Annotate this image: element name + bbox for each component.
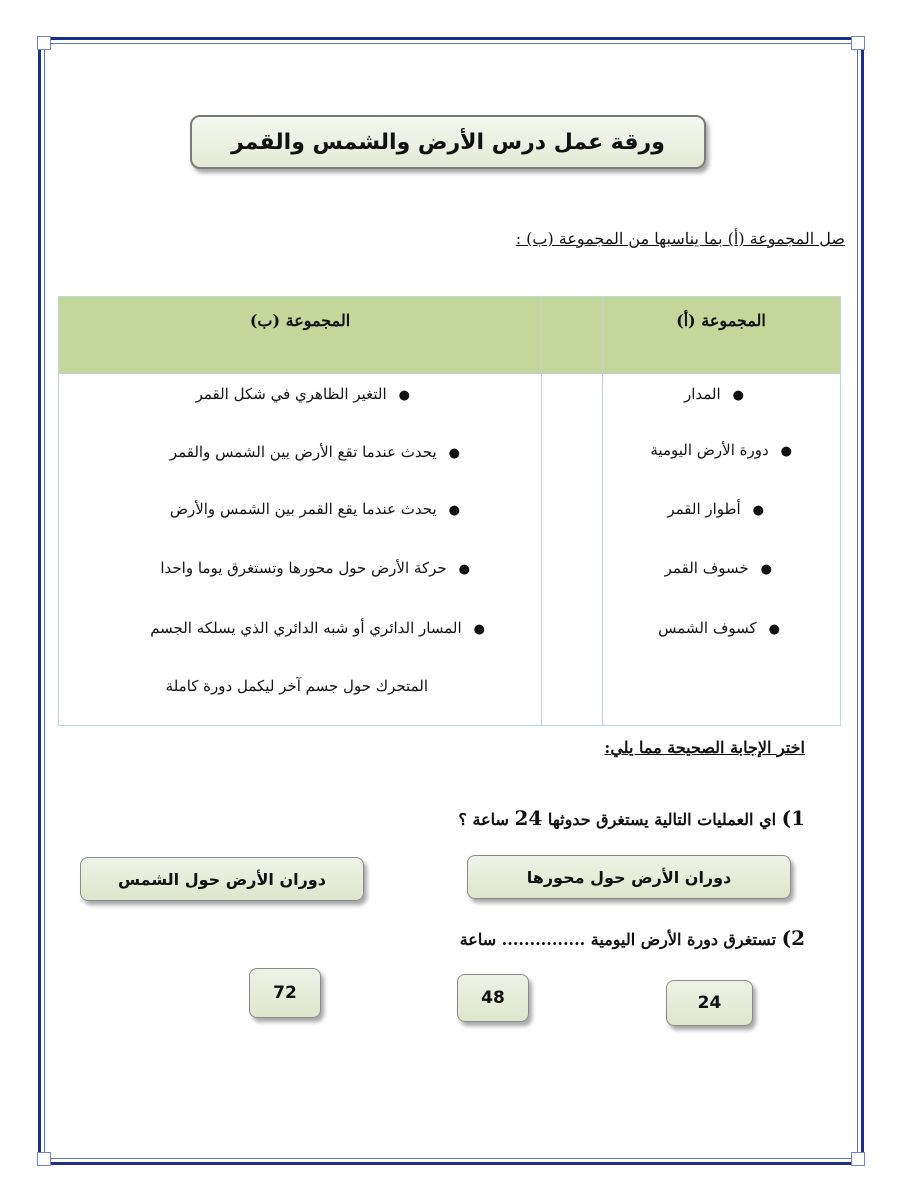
group-b-item[interactable]: ●حركة الأرض حول محورها وتستغرق يوما واحدا <box>160 559 470 577</box>
header-group-a: المجموعة (أ) <box>676 311 766 330</box>
question-2-number: 2) <box>781 926 805 950</box>
header-group-b: المجموعة (ب) <box>249 311 351 330</box>
group-a-item[interactable]: ●خسوف القمر <box>664 559 772 577</box>
q1-option-1[interactable]: دوران الأرض حول محورها <box>467 855 791 899</box>
group-b-item[interactable]: ●يحدث عندما تقع الأرض بين الشمس والقمر <box>169 443 460 461</box>
group-b-item[interactable]: ●يحدث عندما يقع القمر بين الشمس والأرض <box>169 500 460 518</box>
corner-ornament <box>851 36 865 50</box>
question-2 <box>460 926 805 950</box>
corner-ornament <box>37 36 51 50</box>
matching-table <box>58 296 841 726</box>
worksheet-title-text: ورقة عمل درس الأرض والشمس والقمر <box>231 129 665 155</box>
question-1-hours: 24 <box>514 806 543 830</box>
group-a-item[interactable]: ●أطوار القمر <box>667 500 764 518</box>
question-1 <box>458 806 805 830</box>
q2-option-72[interactable]: 72 <box>249 968 321 1018</box>
table-header-row <box>59 297 840 373</box>
question-1-text: اي العمليات التالية يستغرق حدوثها <box>547 810 777 829</box>
question-1-suffix: ساعة ؟ <box>458 810 509 829</box>
mcq-instruction: اختر الإجابة الصحيحة مما يلي: <box>604 738 805 757</box>
q2-option-48[interactable]: 48 <box>457 974 529 1022</box>
group-b-item[interactable]: ●التغير الظاهري في شكل القمر <box>195 385 410 403</box>
table-divider <box>602 297 603 725</box>
group-a-item[interactable]: ●دورة الأرض اليومية <box>650 441 792 459</box>
group-b-item-continuation: المتحرك حول جسم آخر ليكمل دورة كاملة <box>165 677 428 695</box>
question-2-text: تستغرق دورة الأرض اليومية ............... ساعة <box>459 930 777 949</box>
worksheet-title <box>190 115 706 169</box>
matching-instruction: صل المجموعة (أ) بما يناسبها من المجموعة (ب) : <box>515 229 845 248</box>
table-divider <box>541 297 542 725</box>
corner-ornament <box>37 1152 51 1166</box>
group-a-item[interactable]: ●كسوف الشمس <box>658 619 780 637</box>
q2-option-24[interactable]: 24 <box>666 980 753 1026</box>
group-a-item[interactable]: ●المدار <box>683 385 744 403</box>
group-b-item[interactable]: ●المسار الدائري أو شبه الدائري الذي يسلكه الجسم <box>150 619 485 637</box>
table-divider <box>59 373 840 374</box>
question-1-number: 1) <box>781 806 805 830</box>
q1-option-2[interactable]: دوران الأرض حول الشمس <box>80 857 364 901</box>
corner-ornament <box>851 1152 865 1166</box>
